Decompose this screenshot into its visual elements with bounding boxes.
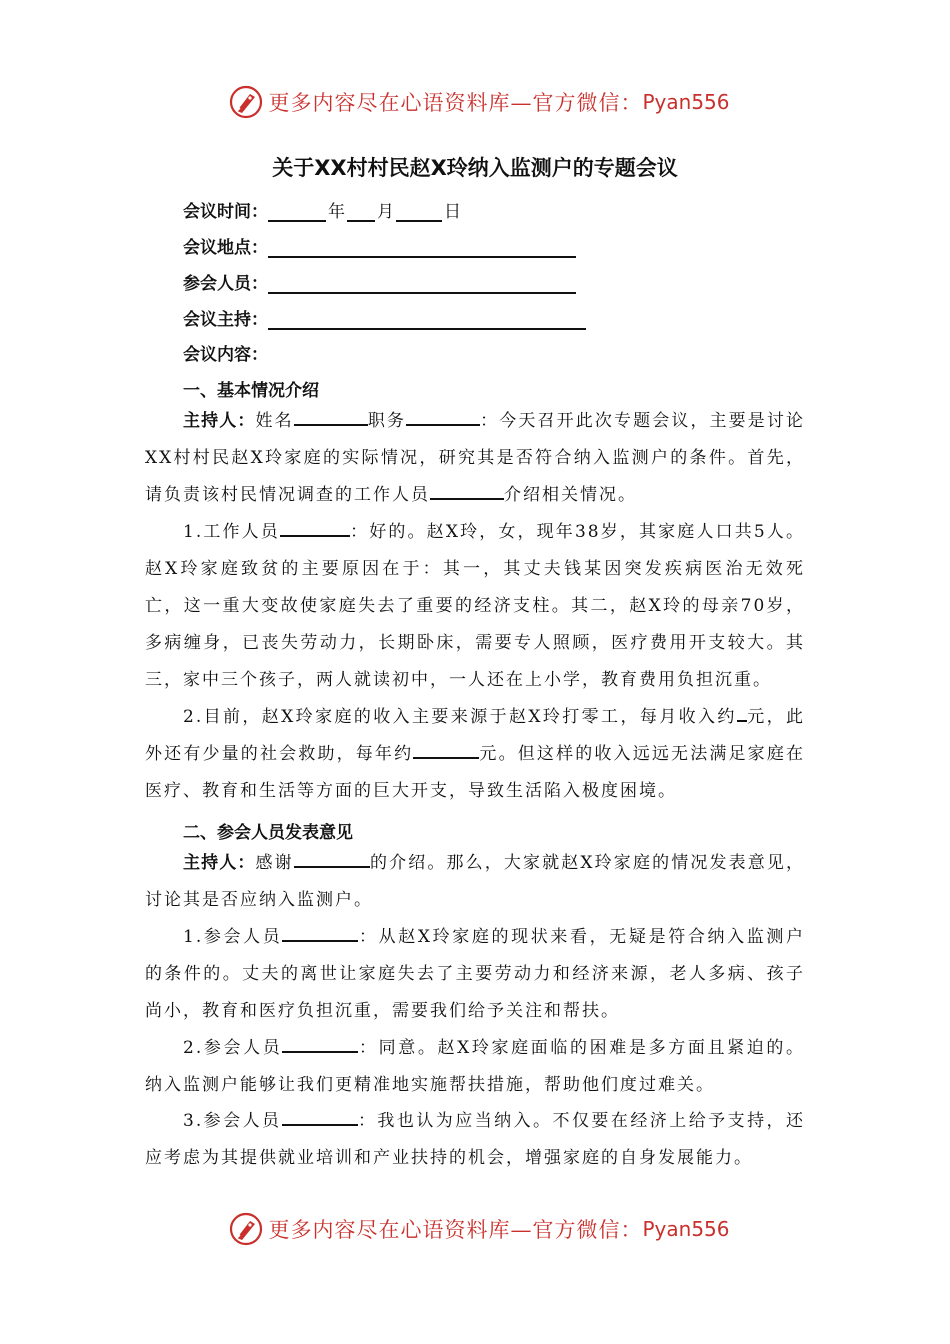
meeting-place-label: 会议地点：: [183, 238, 268, 258]
section2-paragraph-4: [145, 1103, 805, 1177]
monthly-income-blank: [737, 700, 747, 722]
text-span: 元，此外还有少量的社会救助，每年约: [145, 707, 805, 764]
document-title: 关于XX村村民赵X玲纳入监测户的专题会议: [272, 156, 678, 180]
text-span: 2.目前，赵X玲家庭的收入主要来源于赵X玲打零工，每月收入约: [183, 707, 737, 727]
yearly-aid-blank: [413, 737, 479, 759]
watermark-id: Pyan556: [642, 90, 730, 114]
section1-paragraph-1: [145, 403, 805, 514]
host-speaker: 主持人：: [183, 411, 256, 431]
pen-nib-logo-icon: [228, 1211, 264, 1247]
section2-heading: 二、参会人员发表意见: [183, 823, 353, 843]
host-field: [183, 304, 586, 330]
day-blank: [396, 202, 442, 222]
watermark-id: Pyan556: [642, 1217, 730, 1241]
attendees-label: 参会人员：: [183, 274, 268, 294]
text-span: 的介绍。那么，大家就赵X玲家庭的情况发表意见，讨论其是否应纳入监测户。: [145, 853, 806, 910]
footer-watermark: [0, 1207, 950, 1251]
host-speaker: 主持人：: [183, 853, 256, 873]
month-unit: 月: [377, 202, 394, 222]
attendee-blank: [282, 920, 358, 942]
attendees-field: [183, 268, 576, 294]
section1-heading: 一、基本情况介绍: [183, 381, 319, 401]
text-span: 2.参会人员: [183, 1038, 283, 1058]
text-span: 姓名: [255, 411, 294, 431]
watermark-text: 更多内容尽在心语资料库—官方微信：: [268, 91, 643, 115]
year-unit: 年: [328, 202, 345, 222]
attendees-blank: [268, 274, 576, 294]
header-watermark: [0, 80, 950, 124]
text-span: 介绍相关情况。: [504, 485, 637, 505]
text-span: ：同意。赵X玲家庭面临的困难是多方面且紧迫的。纳入监测户能够让我们更精准地实施帮扶措施，帮助他们度过难关。: [145, 1038, 805, 1095]
text-span: 职务: [367, 411, 407, 431]
content-label: 会议内容：: [183, 345, 268, 365]
host-label: 会议主持：: [183, 310, 268, 330]
text-span: 感谢: [255, 853, 294, 873]
meeting-time-label: 会议时间：: [183, 202, 268, 222]
name-blank: [294, 404, 368, 426]
pen-nib-logo-icon: [228, 84, 264, 120]
meeting-time-field: [183, 196, 463, 222]
attendee-blank: [282, 1104, 358, 1126]
thanks-blank: [294, 846, 370, 868]
content-field: [183, 339, 268, 365]
section2-paragraph-2: [145, 919, 805, 1030]
staff-blank: [430, 478, 504, 500]
text-span: 1.工作人员: [183, 522, 280, 542]
section1-paragraph-3: [145, 699, 805, 810]
text-span: ：好的。赵X玲，女，现年38岁，其家庭人口共5人。赵X玲家庭致贫的主要原因在于：其一，其丈夫钱某因突发疾病医治无效死亡，这一重大变故使家庭失去了重要的经济支柱。其二，赵X玲的母亲70岁，多病缠身，已丧失劳动力，长期卧床，需要专人照顾，医疗费用开支较大。其三，家中三个孩子，两人就读初中，一人还在上小学，教育费用负担沉重。: [145, 522, 805, 690]
section2-paragraph-3: [145, 1030, 805, 1104]
position-blank: [406, 404, 480, 426]
host-blank: [268, 310, 586, 330]
text-span: ：今天召开此次专题会议，主要是讨论XX村村民赵X玲家庭的实际情况，研究其是否符合纳入监测户的条件。首先，请负责该村民情况调查的工作人员: [145, 411, 806, 505]
text-span: ：从赵X玲家庭的现状来看，无疑是符合纳入监测户的条件的。丈夫的离世让家庭失去了主要劳动力和经济来源，老人多病、孩子尚小，教育和医疗负担沉重，需要我们给予关注和帮扶。: [145, 927, 805, 1021]
section1-paragraph-2: [145, 514, 805, 699]
month-blank: [347, 202, 375, 222]
place-blank: [268, 238, 576, 258]
text-span: ：我也认为应当纳入。不仅要在经济上给予支持，还应考虑为其提供就业培训和产业扶持的机会，增强家庭的自身发展能力。: [145, 1111, 805, 1168]
attendee-blank: [282, 1031, 358, 1053]
meeting-place-field: [183, 232, 576, 258]
text-span: 元。但这样的收入远远无法满足家庭在医疗、教育和生活等方面的巨大开支，导致生活陷入极度困境。: [145, 744, 806, 801]
section2-paragraph-1: [145, 845, 805, 919]
day-unit: 日: [444, 202, 461, 222]
year-blank: [268, 202, 326, 222]
staff-blank: [280, 515, 350, 537]
watermark-text: 更多内容尽在心语资料库—官方微信：: [268, 1218, 643, 1242]
text-span: 1.参会人员: [183, 927, 283, 947]
text-span: 3.参会人员: [183, 1111, 282, 1131]
